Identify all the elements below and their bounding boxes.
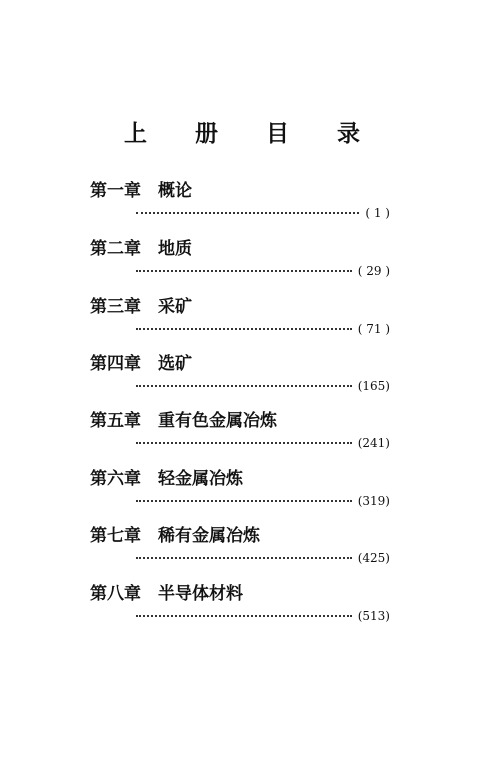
- toc-entry[interactable]: [90, 292, 400, 342]
- chapter-heading: [90, 234, 192, 259]
- dot-leader: [136, 270, 352, 272]
- chapter-title: 稀有金属冶炼: [158, 526, 260, 546]
- toc-entry[interactable]: [90, 406, 400, 456]
- chapter-title: 选矿: [158, 354, 192, 374]
- chapter-number: 第二章: [90, 239, 141, 259]
- dot-leader: [136, 615, 352, 617]
- dot-leader: [136, 442, 352, 444]
- chapter-title: 概论: [158, 181, 192, 201]
- chapter-number: 第七章: [90, 526, 141, 546]
- leader-line: [136, 322, 390, 336]
- page-number: ( 71 ): [357, 322, 390, 336]
- chapter-number: 第八章: [90, 584, 141, 604]
- page-number: ( 1 ): [365, 206, 390, 220]
- dot-leader: [136, 385, 352, 387]
- leader-line: [136, 379, 390, 393]
- toc-entry[interactable]: [90, 464, 400, 514]
- chapter-heading: [90, 521, 260, 546]
- chapter-number: 第六章: [90, 469, 141, 489]
- page-title: 上 册 目 录: [123, 121, 381, 147]
- leader-line: [136, 436, 390, 450]
- leader-line: [136, 551, 390, 565]
- toc-entry[interactable]: [90, 579, 400, 629]
- chapter-heading: [90, 292, 192, 317]
- toc-entry[interactable]: [90, 349, 400, 399]
- chapter-heading: [90, 406, 277, 431]
- page-number: ( 29 ): [357, 264, 390, 278]
- chapter-title: 地质: [158, 239, 192, 259]
- chapter-title: 轻金属冶炼: [158, 469, 243, 489]
- chapter-number: 第五章: [90, 411, 141, 431]
- chapter-number: 第三章: [90, 297, 141, 317]
- chapter-heading: [90, 349, 192, 374]
- chapter-title: 重有色金属冶炼: [158, 411, 277, 431]
- chapter-heading: [90, 464, 243, 489]
- toc-entry[interactable]: [90, 521, 400, 571]
- chapter-heading: [90, 579, 243, 604]
- leader-line: [136, 609, 390, 623]
- toc-entry[interactable]: [90, 176, 400, 226]
- toc-entry[interactable]: [90, 234, 400, 284]
- page-number: (241): [357, 436, 390, 450]
- chapter-number: 第四章: [90, 354, 141, 374]
- chapter-title: 半导体材料: [158, 584, 243, 604]
- dot-leader: [136, 328, 352, 330]
- leader-line: [136, 494, 390, 508]
- dot-leader: [136, 500, 352, 502]
- page-number: (165): [357, 379, 390, 393]
- leader-line: [136, 206, 390, 220]
- chapter-heading: [90, 176, 192, 201]
- dot-leader: [136, 557, 352, 559]
- page-number: (319): [357, 494, 390, 508]
- page-number: (513): [357, 609, 390, 623]
- page-number: (425): [357, 551, 390, 565]
- leader-line: [136, 264, 390, 278]
- chapter-title: 采矿: [158, 297, 192, 317]
- dot-leader: [136, 212, 359, 214]
- chapter-number: 第一章: [90, 181, 141, 201]
